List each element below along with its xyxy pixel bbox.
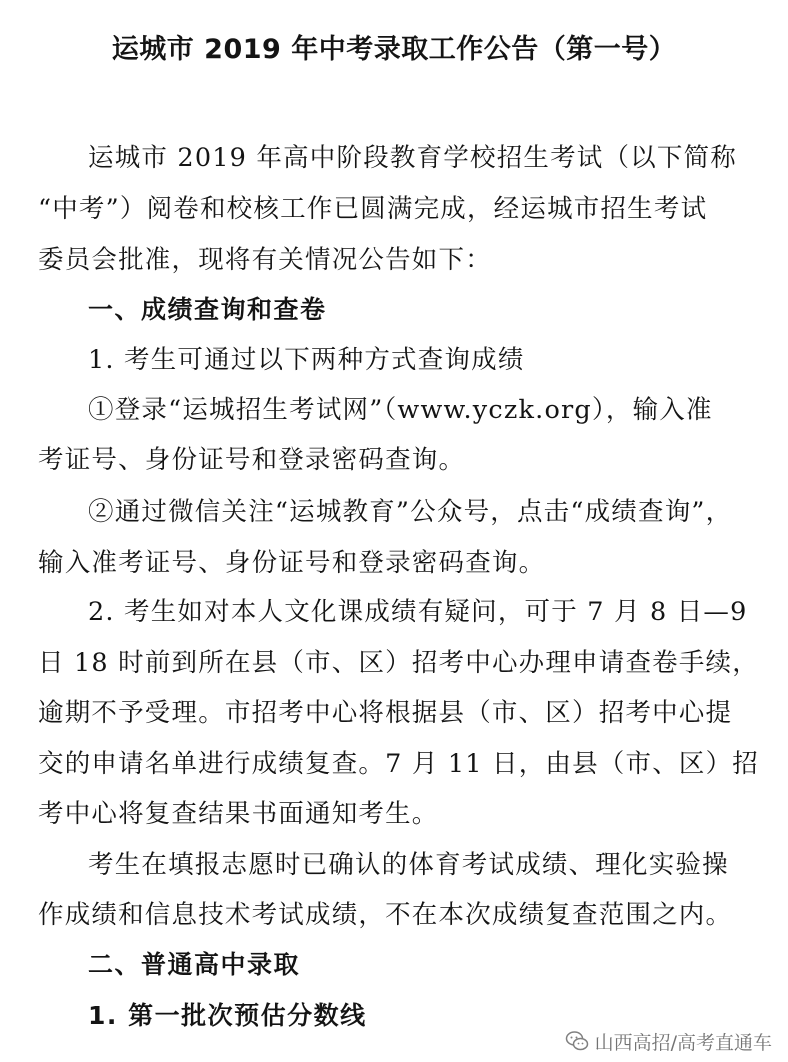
item-2-line-1: 2. 考生如对本人文化课成绩有疑问，可于 7 月 8 日—9 [88, 597, 748, 627]
method-2-line-2: 输入准考证号、身份证号和登录密码查询。 [38, 548, 546, 578]
method-1-line-1: ①登录“运城招生考试网”（www.yczk.org），输入准 [88, 395, 713, 425]
wechat-icon [565, 1030, 589, 1052]
item-2-line-3: 逾期不予受理。市招考中心将根据县（市、区）招考中心提 [38, 698, 733, 728]
section-heading-2: 二、普通高中录取 [88, 950, 301, 979]
subheading-1: 1. 第一批次预估分数线 [88, 1001, 367, 1030]
item-1-line: 1. 考生可通过以下两种方式查询成绩 [88, 345, 525, 375]
watermark [565, 1026, 772, 1056]
paragraph-intro-line-2: “中考”）阅卷和校核工作已圆满完成，经运城市招生考试 [38, 194, 708, 224]
document-title: 运城市 2019 年中考录取工作公告（第一号） [111, 34, 677, 65]
watermark-text: 山西高招/高考直通车 [594, 1031, 772, 1054]
note-line-1: 考生在填报志愿时已确认的体育考试成绩、理化实验操 [88, 850, 729, 880]
paragraph-intro-line-3: 委员会批准，现将有关情况公告如下： [38, 245, 492, 275]
section-heading-1: 一、成绩查询和查卷 [88, 295, 327, 324]
method-2-line-1: ②通过微信关注“运城教育”公众号，点击“成绩查询”， [88, 497, 733, 527]
item-2-line-4: 交的申请名单进行成绩复查。7 月 11 日，由县（市、区）招 [38, 749, 759, 779]
note-line-2: 作成绩和信息技术考试成绩，不在本次成绩复查范围之内。 [38, 900, 733, 930]
paragraph-intro-line-1: 运城市 2019 年高中阶段教育学校招生考试（以下简称 [88, 143, 738, 173]
item-2-line-5: 考中心将复查结果书面通知考生。 [38, 799, 439, 829]
item-2-line-2: 日 18 时前到所在县（市、区）招考中心办理申请查卷手续， [38, 648, 759, 678]
method-1-line-2: 考证号、身份证号和登录密码查询。 [38, 445, 466, 475]
